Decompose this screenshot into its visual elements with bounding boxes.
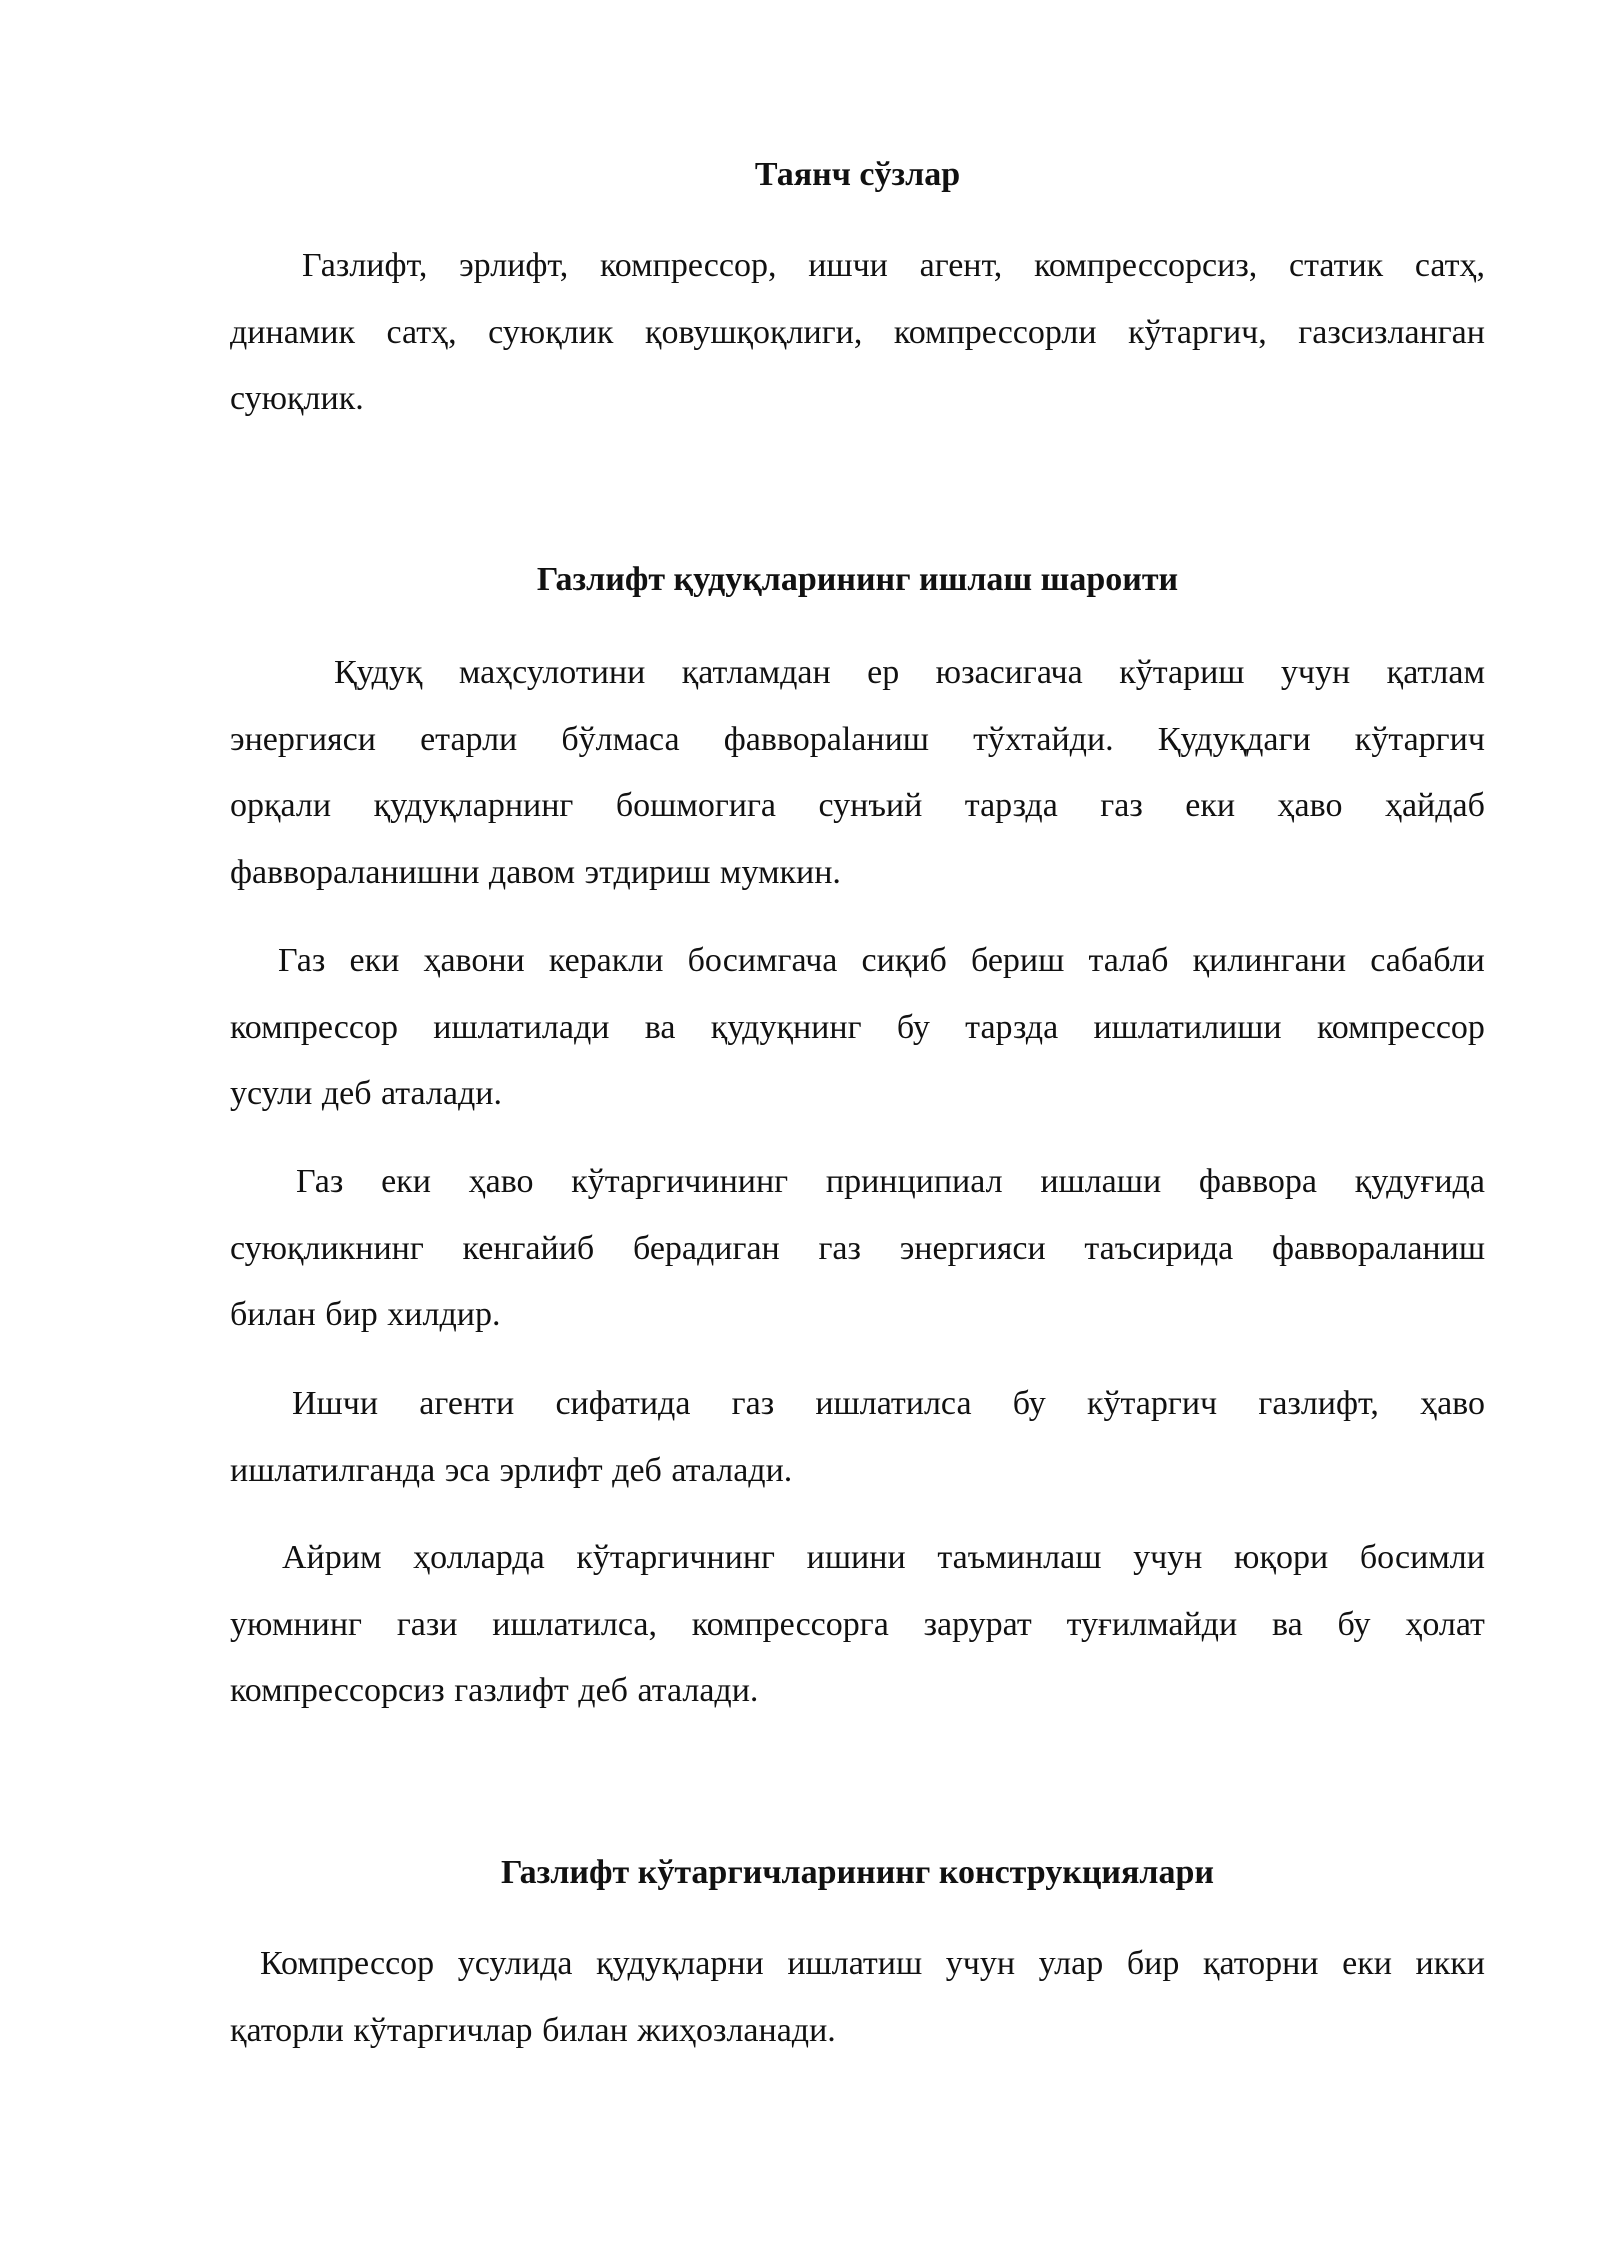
word: компрессор,: [599, 247, 777, 284]
word: компрессорли: [893, 313, 1097, 351]
paragraph-key-words: [230, 233, 1485, 433]
word: Қудуқ: [334, 654, 423, 691]
word: кўтариш: [1119, 654, 1245, 691]
word: газ: [1100, 787, 1143, 824]
word: кўтаргичнинг: [576, 1539, 775, 1576]
word: орқали: [230, 787, 332, 824]
paragraph-2: [230, 928, 1485, 1128]
word: фавворalaниш: [723, 720, 929, 758]
word: талаб: [1088, 942, 1169, 979]
word: деб: [321, 1075, 372, 1112]
word: ишлаши: [1040, 1163, 1162, 1200]
paragraph-line: [230, 1438, 1485, 1505]
word: ва: [1271, 1605, 1303, 1643]
word: суюқлик.: [230, 380, 364, 417]
word: принципиал: [825, 1163, 1003, 1200]
word: қилингани: [1192, 942, 1347, 979]
word: бериш: [970, 942, 1065, 979]
word: аталади.: [637, 1672, 759, 1709]
word: газсизланган: [1298, 313, 1485, 351]
word: улар: [1038, 1945, 1104, 1982]
word: агент,: [919, 247, 1003, 284]
word: ҳайдаб: [1384, 787, 1485, 824]
word: сатҳ,: [1414, 247, 1485, 284]
word: компрессорсиз: [230, 1672, 445, 1709]
word: фаввораланиш: [1271, 1229, 1485, 1267]
word: бир: [325, 1296, 378, 1333]
word: уюмнинг: [230, 1605, 362, 1643]
heading-operating-conditions: Газлифт қудуқларининг ишлаш шароити: [536, 561, 1179, 598]
word: қовушқоқлиги,: [644, 313, 863, 351]
word: Қудуқдаги: [1157, 720, 1311, 758]
word: берадиган: [632, 1229, 780, 1267]
word: компрессорга: [691, 1605, 889, 1643]
paragraph-3: [230, 1149, 1485, 1349]
word: туғилмайди: [1066, 1605, 1238, 1643]
word: компрессор: [230, 1008, 398, 1046]
word: учун: [1280, 654, 1351, 691]
word: етарли: [420, 720, 518, 758]
word: бир: [1126, 1945, 1180, 1982]
word: давом: [488, 853, 576, 891]
word: сабабли: [1370, 942, 1485, 979]
paragraph-4: [230, 1371, 1485, 1504]
paragraph-line: [230, 300, 1485, 367]
word: бу: [1337, 1605, 1371, 1643]
word: сифатида: [555, 1385, 691, 1422]
paragraph-line: [230, 1371, 1485, 1438]
word: хилдир.: [387, 1296, 501, 1333]
word: суюқлик: [488, 313, 614, 351]
word: Газ: [278, 942, 326, 979]
word: таъминлаш: [937, 1539, 1102, 1576]
word: тарзда: [964, 787, 1058, 824]
word: юзасигача: [935, 654, 1083, 691]
word: Ишчи: [292, 1385, 379, 1422]
word: кўтаргич: [1354, 720, 1485, 758]
word: деб: [578, 1672, 628, 1709]
word: қудуғида: [1354, 1163, 1485, 1200]
word: гази: [396, 1605, 458, 1643]
word: Компрессор: [260, 1945, 435, 1982]
word: деб: [612, 1451, 662, 1489]
word: юқори: [1234, 1539, 1329, 1576]
word: агенти: [419, 1385, 515, 1422]
word: икки: [1415, 1945, 1485, 1982]
word: кўтаргичининг: [571, 1163, 789, 1200]
word: Газлифт,: [302, 247, 428, 284]
word: ишлатилади: [433, 1008, 610, 1046]
word: ишлатилса: [815, 1385, 972, 1422]
word: босимли: [1359, 1539, 1485, 1576]
paragraph-line: [230, 707, 1485, 774]
word: тўхтайди.: [973, 720, 1114, 758]
word: қатламдан: [681, 654, 831, 691]
word: газлифт,: [1258, 1385, 1379, 1422]
word: Айрим: [282, 1539, 382, 1576]
word: қудуқларнинг: [373, 787, 574, 824]
word: газ: [731, 1385, 775, 1422]
word: ишчи: [808, 247, 888, 284]
word: усули: [230, 1075, 313, 1112]
paragraph-line: [230, 995, 1485, 1062]
word: кўтаргичлар: [353, 2011, 533, 2049]
paragraph-line: [230, 1282, 1485, 1349]
word: маҳсулотини: [458, 654, 646, 691]
word: газ: [818, 1229, 861, 1267]
word: еки: [381, 1163, 431, 1200]
paragraph-line: [230, 928, 1485, 995]
word: таъсирида: [1084, 1229, 1234, 1267]
word: динамик: [230, 313, 356, 351]
word: газлифт: [454, 1672, 569, 1709]
word: этдириш: [584, 853, 711, 891]
word: энергияси: [230, 720, 376, 758]
heading-lift-constructions: Газлифт кўтаргичларининг конструкциялари: [501, 1854, 1214, 1891]
word: сунъий: [818, 787, 923, 824]
word: энергияси: [899, 1229, 1046, 1267]
word: статик: [1289, 247, 1384, 284]
word: қаторли: [230, 2011, 344, 2049]
word: сиқиб: [861, 942, 947, 979]
word: сатҳ,: [386, 313, 457, 351]
paragraph-line: [230, 1931, 1485, 1998]
word: ишини: [806, 1539, 906, 1576]
word: ер: [867, 654, 900, 691]
word: фаввораланишни: [230, 853, 480, 891]
word: учун: [945, 1945, 1016, 1982]
word: еки: [349, 942, 400, 979]
word: ҳавони: [423, 942, 525, 979]
paragraph-line: [230, 1592, 1485, 1659]
word: эрлифт: [499, 1451, 603, 1489]
word: керакли: [548, 942, 664, 979]
word: фаввора: [1198, 1163, 1317, 1200]
paragraph-line: [230, 773, 1485, 840]
paragraph-line: [230, 840, 1485, 907]
word: эса: [444, 1451, 490, 1489]
word: билан: [542, 2011, 628, 2049]
paragraph-6: [230, 1931, 1485, 2064]
word: қудуқнинг: [710, 1008, 862, 1046]
word: қудуқларни: [596, 1945, 764, 1982]
paragraph-line: [230, 640, 1485, 707]
word: бу: [896, 1008, 930, 1046]
word: учун: [1133, 1539, 1203, 1576]
paragraph-line: [230, 233, 1485, 300]
word: ишлатилганда: [230, 1451, 436, 1489]
word: эрлифт,: [459, 247, 569, 284]
paragraph-line: [230, 1658, 1485, 1725]
word: ҳаво: [468, 1163, 534, 1200]
paragraph-line: [230, 366, 1485, 433]
word: кўтаргич: [1087, 1385, 1218, 1422]
word: билан: [230, 1296, 316, 1333]
word: аталади.: [381, 1075, 502, 1112]
word: компрессорсиз,: [1034, 247, 1258, 284]
word: ҳолат: [1405, 1605, 1485, 1643]
word: бўлмаса: [561, 720, 680, 758]
word: ишлатилиши: [1093, 1008, 1282, 1046]
word: аталади.: [671, 1451, 793, 1489]
paragraph-1: [230, 640, 1485, 906]
word: ҳолларда: [413, 1539, 545, 1576]
word: ва: [644, 1008, 676, 1046]
word: ҳаво: [1277, 787, 1343, 824]
word: жиҳозланади.: [637, 2011, 836, 2049]
word: қаторни: [1202, 1945, 1319, 1982]
paragraph-5: [230, 1525, 1485, 1725]
word: ҳаво: [1420, 1385, 1485, 1422]
word: усулида: [457, 1945, 573, 1982]
word: ишлатиш: [787, 1945, 923, 1982]
paragraph-line: [230, 1998, 1485, 2065]
word: Газ: [296, 1163, 344, 1200]
paragraph-line: [230, 1525, 1485, 1592]
word: бошмогига: [615, 787, 777, 824]
word: суюқликнинг: [230, 1229, 424, 1267]
paragraph-line: [230, 1149, 1485, 1216]
word: мумкин.: [719, 853, 841, 891]
word: кенгайиб: [462, 1229, 595, 1267]
word: босимгача: [687, 942, 838, 979]
heading-key-words: Таянч сўзлар: [754, 156, 961, 193]
word: бу: [1012, 1385, 1046, 1422]
paragraph-line: [230, 1061, 1485, 1128]
word: зарурат: [923, 1605, 1032, 1643]
word: компрессор: [1316, 1008, 1485, 1046]
word: кўтаргич,: [1128, 313, 1267, 351]
word: еки: [1342, 1945, 1392, 1982]
word: тарзда: [965, 1008, 1059, 1046]
paragraph-line: [230, 1216, 1485, 1283]
word: еки: [1185, 787, 1236, 824]
word: ишлатилса,: [492, 1605, 657, 1643]
word: қатлам: [1386, 654, 1485, 691]
